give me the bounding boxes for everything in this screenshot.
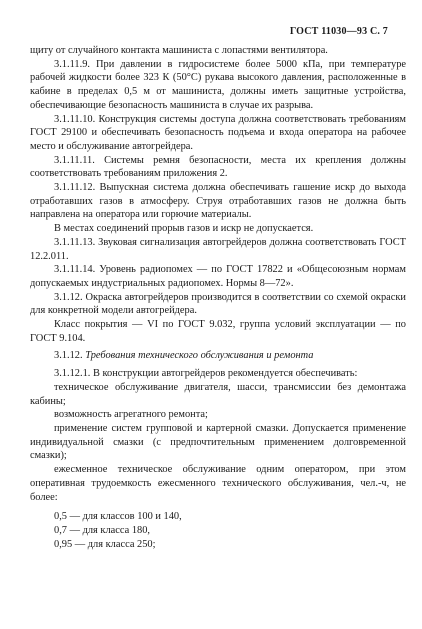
paragraph-aggregate-repair: возможность агрегатного ремонта; bbox=[54, 409, 208, 421]
paragraph-3-1-11-10: 3.1.11.10. Конструкция системы доступа должна соответствовать требованиям ГОСТ 29100 и обеспечивать безопасность подъема и входа оператора на рабочее место и обслуживание автогрейдера. bbox=[30, 113, 406, 152]
norm-item: 0,7 — для класса 180, bbox=[54, 524, 151, 536]
paragraph-3-1-11-12: 3.1.11.12. Выпускная система должна обеспечивать гашение искр до выхода отработавших газов в атмосферу. Струя отработавших газов не должна быть направлена на оператора или горючие материалы. bbox=[30, 182, 406, 221]
paragraph-lubrication: применение систем групповой и картерной смазки. Допускается применение индивидуальной смазки (с предпочтительным применением долговременной смазки); bbox=[30, 422, 406, 462]
document-body bbox=[30, 44, 406, 551]
paragraph-3-1-11-11: 3.1.11.11. Системы ремня безопасности, места их крепления должны соответствовать требованиям приложения 2. bbox=[30, 154, 406, 180]
page-header: ГОСТ 11030—93 С. 7 bbox=[289, 26, 388, 37]
paragraph-3-1-12-paint: 3.1.12. Окраска автогрейдеров производится в соответствии со схемой окраски для конкретной модели автогрейдера. bbox=[30, 291, 406, 317]
section-title: Требования технического обслуживания и ремонта bbox=[85, 350, 314, 362]
norms-list bbox=[54, 510, 406, 551]
paragraph-3-1-11-14: 3.1.11.14. Уровень радиопомех — по ГОСТ 17822 и «Общесоюзным нормам допускаемых индустриальных радиопомех. Нормы 8—72». bbox=[30, 264, 406, 289]
paragraph-3-1-12-1: 3.1.12.1. В конструкции автогрейдеров рекомендуется обеспечивать: bbox=[54, 368, 358, 380]
paragraph-daily-service: ежесменное техническое обслуживание одним оператором, при этом оперативная трудоемкость ежесменного технического обслуживания, чел.-ч, не более: bbox=[30, 464, 406, 503]
paragraph-gas-leak: В местах соединений прорыв газов и искр не допускается. bbox=[54, 223, 314, 235]
paragraph-continuation: щиту от случайного контакта машиниста с лопастями вентилятора. bbox=[30, 45, 328, 56]
paragraph-3-1-11-9: 3.1.11.9. При давлении в гидросистеме более 5000 кПа, при температуре рабочей жидкости более 323 К (50°С) рукава высокого давления, расположенные в кабине в пределах 0,5 м от машиниста, должны иметь защитные устройства, обеспечивающие безопасность машиниста в случае их разрыва. bbox=[30, 58, 406, 111]
norm-item: 0,5 — для классов 100 и 140, bbox=[54, 511, 182, 523]
paragraph-maintenance: техническое обслуживание двигателя, шасси, трансмиссии без демонтажа кабины; bbox=[30, 381, 406, 407]
paragraph-3-1-11-13: 3.1.11.13. Звуковая сигнализация автогрейдеров должна соответствовать ГОСТ 12.2.011. bbox=[30, 236, 406, 262]
paragraph-coating-class: Класс покрытия — VI по ГОСТ 9.032, группа условий эксплуатации — по ГОСТ 9.104. bbox=[30, 319, 406, 344]
norm-item: 0,95 — для класса 250; bbox=[54, 538, 156, 550]
section-number: 3.1.12. bbox=[54, 350, 83, 362]
section-heading bbox=[30, 349, 406, 363]
